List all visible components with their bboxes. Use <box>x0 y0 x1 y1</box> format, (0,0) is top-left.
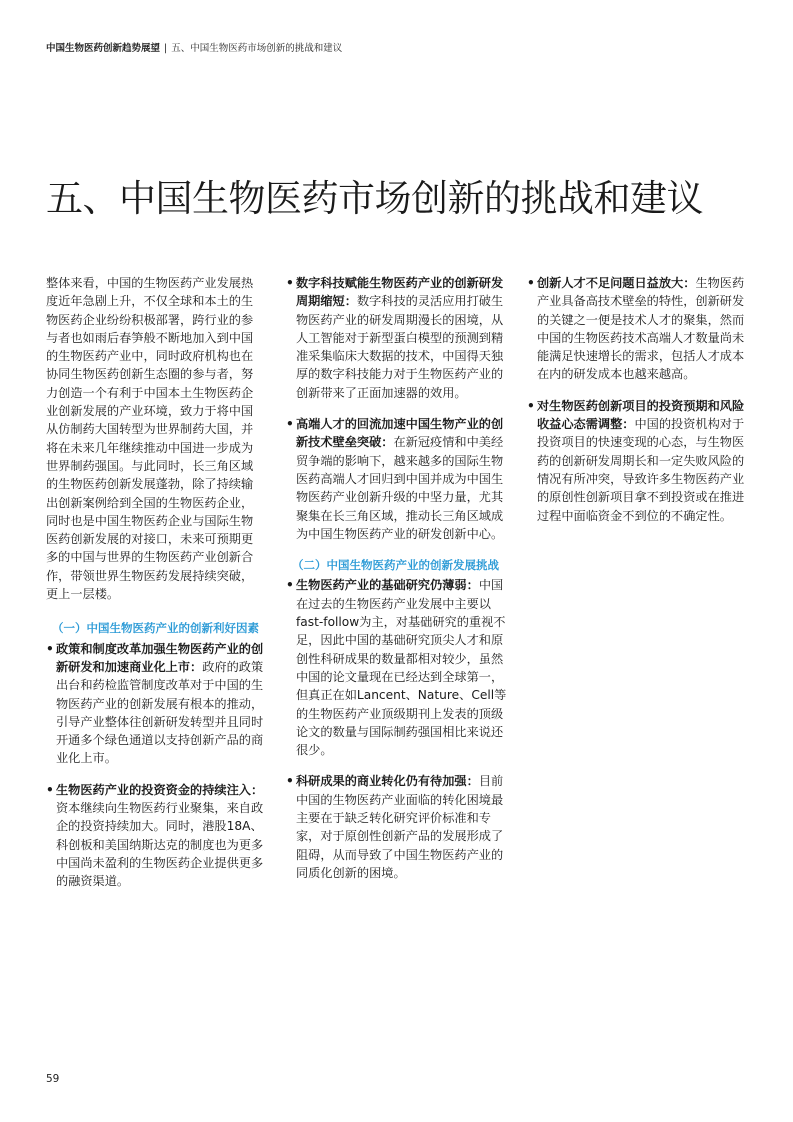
list-item <box>286 772 508 882</box>
header-section: 五、中国生物医药市场创新的挑战和建议 <box>171 43 343 54</box>
bullet-text: 在新冠疫情和中美经贸争端的影响下，越来越多的国际生物医药高端人才回归到中国并成为中国生物医药产业创新升级的中坚力量，尤其聚集在长三角区域，推动长三角区域成为中国生物医药产业的研发创新中心。 <box>296 435 504 541</box>
list-item <box>286 415 508 543</box>
bullet-text: 资本继续向生物医药行业聚集，来自政企的投资持续加大。同时，港股18A、科创板和美国纳斯达克的制度也为更多中国尚未盈利的生物医药企业提供更多的融资渠道。 <box>56 801 264 889</box>
bullet-heading: 对生物医药创新项目的投资预期和风险收益心态需调整： <box>537 398 745 432</box>
header-separator: | <box>164 43 168 54</box>
bullet-heading: 高端人才的回流加速中国生物产业的创新技术壁垒突破： <box>296 417 504 450</box>
column-right <box>527 274 747 538</box>
list-item <box>527 397 747 525</box>
bullet-text: 目前中国的生物医药产业面临的转化困境最主要在于缺乏转化研究评价标准和专家，对于原创性创新产品的发展形成了阻碍，从而导致了中国生物医药产业的同质化创新的困境。 <box>296 774 504 880</box>
bullet-text: 中国的投资机构对于投资项目的快速变现的心态，与生物医药的创新研发周期长和一定失败风险的情况有所冲突，导致许多生物医药产业的原创性创新项目拿不到投资或在推进过程中面临资金不到位的不确定性。 <box>537 417 745 523</box>
bullet-heading: 生物医药产业的投资资金的持续注入： <box>56 782 264 797</box>
column-middle <box>286 274 508 895</box>
page-number: 59 <box>46 1073 60 1085</box>
bullet-text: 生物医药产业具备高技术壁垒的特性，创新研发的关键之一便是技术人才的聚集，然而中国的生物医药技术高端人才数量尚未能满足快速增长的需求，包括人才成本在内的研发成本也越来越高。 <box>537 276 745 382</box>
list-item <box>286 576 508 759</box>
bullet-text: 中国在过去的生物医药产业发展中主要以fast-follow为主，对基础研究的重视不足，因此中国的基础研究顶尖人才和原创性科研成果的数量都相对较少，虽然中国的论文量现在已经达到全球第一，但真正在如Lancent、Nature、Cell等的生物医药产业顶级期刊上发表的顶级论文的数量与国际制药强国相比来说还很少。 <box>296 578 507 758</box>
section-heading-challenges: （二）中国生物医药产业的创新发展挑战 <box>292 558 499 573</box>
list-item <box>527 274 747 384</box>
intro-paragraph: 整体来看，中国的生物医药产业发展热度近年急剧上升，不仅全球和本土的生物医药企业纷纷积极部署，跨行业的参与者也如雨后春笋般不断地加入到中国的生物医药产业中，同时政府机构也在协同生物医药创新生态圈的参与者，努力创造一个有利于中国本土生物医药企业创新发展的产业环境，致力于将中国从仿制药大国转型为世界制药大国，并将在未来几年继续推动中国进一步成为世界制药强国。与此同时，长三角区域的生物医药创新发展蓬勃，除了持续输出创新案例给到全国的生物医药企业，同时也是中国生物医药企业与国际生物医药创新发展的对接口，未来可预期更多的中国与世界的生物医药产业创新合作，带领世界生物医药发展持续突破，更上一层楼。 <box>46 276 254 602</box>
running-header <box>46 40 342 54</box>
page-title: 五、中国生物医药市场创新的挑战和建议 <box>46 177 703 220</box>
bullet-heading: 科研成果的商业转化仍有待加强： <box>296 774 479 789</box>
report-title: 中国生物医药创新趋势展望 <box>46 43 161 54</box>
list-item <box>286 274 508 402</box>
section-heading-favorable-factors: （一）中国生物医药产业的创新利好因素 <box>52 621 259 636</box>
bullet-heading: 数字科技赋能生物医药产业的创新研发周期缩短： <box>296 276 504 309</box>
bullet-heading: 生物医药产业的基础研究仍薄弱： <box>296 578 479 593</box>
bullet-text: 数字科技的灵活应用打破生物医药产业的研发周期漫长的困境，从人工智能对于新型蛋白模型的预测到精准采集临床大数据的技术，中国得天独厚的数字科技能力对于生物医药产业的创新带来了正面加速器的效用。 <box>296 294 504 400</box>
bullet-text: 政府的政策出台和药检监管制度改革对于中国的生物医药产业的创新发展有根本的推动，引导产业整体往创新研发转型并且同时开通多个绿色通道以支持创新产品的商业化上市。 <box>56 659 264 766</box>
list-item <box>46 640 264 768</box>
bullet-heading: 政策和制度改革加强生物医药产业的创新研发和加速商业化上市： <box>56 641 264 674</box>
column-left <box>46 274 264 904</box>
bullet-heading: 创新人才不足问题日益放大： <box>537 276 696 290</box>
list-item <box>46 781 264 891</box>
